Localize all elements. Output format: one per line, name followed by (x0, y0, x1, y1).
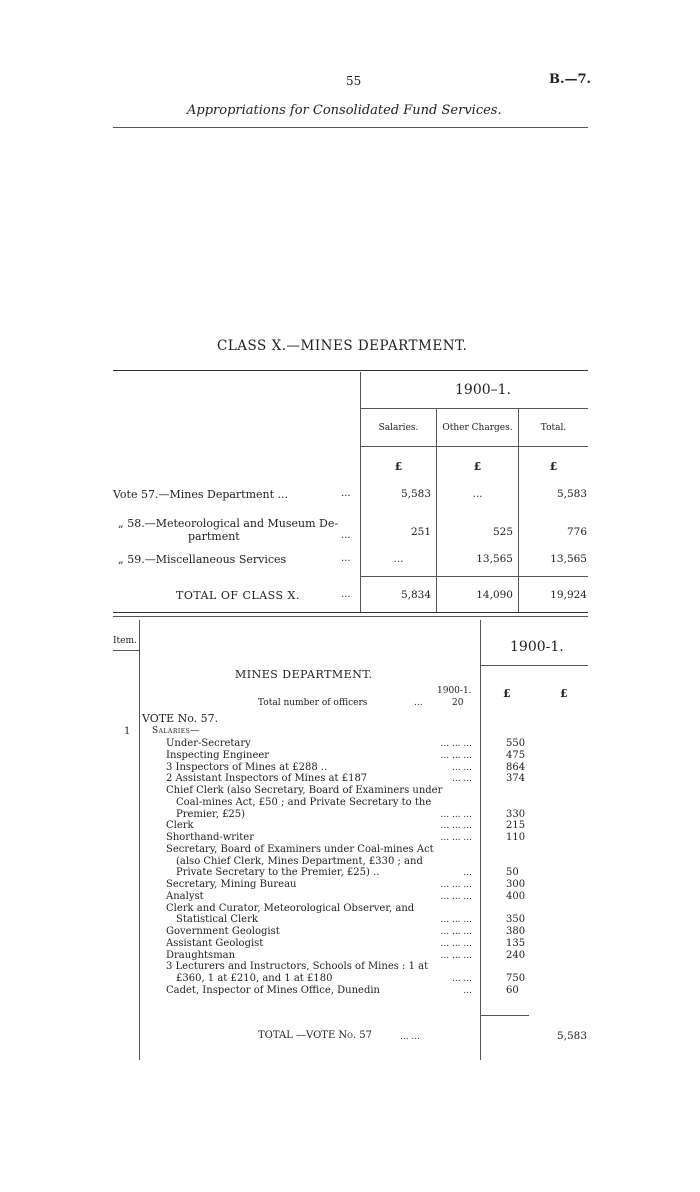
salary-line-text: Chief Clerk (also Secretary, Board of Examiners under (166, 785, 443, 796)
summary-other-value: 13,565 (476, 553, 513, 565)
detail-year: 1900-1. (510, 639, 564, 655)
salary-amount: 550 (506, 738, 526, 749)
summary-total-value: 776 (566, 526, 587, 538)
leader-dots: ... (341, 530, 351, 541)
salary-line-text: Clerk and Curator, Meteorological Observer, and (166, 902, 415, 914)
salary-line-text: Under-Secretary (166, 738, 251, 749)
summary-col-other: Other Charges. (442, 423, 513, 433)
salary-amount: 475 (506, 749, 526, 761)
detail-total-rule (481, 1015, 529, 1016)
leader-dots: ... ... ... (440, 891, 472, 902)
summary-row-label: „ 58.—Meteorological and Museum De- (118, 517, 339, 530)
running-title: Appropriations for Consolidated Fund Services. (187, 103, 502, 118)
summary-col-divider-2 (518, 408, 519, 612)
item-number: 1 (124, 726, 131, 737)
summary-bottom-rule (113, 612, 588, 613)
salary-amount: 300 (506, 879, 526, 890)
officers-year: 1900-1. (437, 686, 472, 696)
salary-amount: 330 (506, 808, 526, 820)
summary-row-label: Vote 57.—Mines Department ... (113, 488, 289, 501)
summary-total-value: 13,565 (550, 553, 587, 565)
salary-line-text: 3 Lecturers and Instructors, Schools of Mines : 1 at (166, 961, 429, 973)
summary-salaries-value: ... (393, 553, 404, 565)
salary-amount: 60 (506, 984, 519, 996)
leader-dots: ... ... ... (440, 809, 472, 820)
salary-amount: 50 (506, 867, 519, 879)
summary-col-divider-1 (436, 408, 437, 612)
salary-line-text: Statistical Clerk (176, 914, 258, 926)
leader-dots: ... (341, 488, 351, 499)
document-reference: B.—7. (549, 72, 592, 87)
detail-total-label: TOTAL —VOTE No. 57 (258, 1030, 372, 1041)
salary-amount: 110 (506, 832, 526, 843)
summary-other-value: 525 (492, 526, 513, 538)
salary-line-text: £360, 1 at £210, and 1 at £180 (176, 973, 333, 984)
leader-dots: ... (463, 985, 472, 996)
officers-label: Total number of officers (258, 698, 368, 708)
summary-other-value: ... (472, 488, 483, 500)
salary-line-text: Private Secretary to the Premier, £25) .. (176, 867, 380, 879)
summary-row-label-cont: partment (188, 530, 240, 543)
salary-amount: 240 (506, 949, 526, 961)
salary-line-text: Shorthand-writer (166, 832, 254, 843)
leader-dots: ... ... ... (440, 821, 472, 832)
summary-year: 1900–1. (455, 382, 511, 398)
leader-dots: ... (341, 553, 351, 564)
officers-count: 20 (452, 698, 464, 708)
salary-amount: 380 (506, 926, 526, 937)
summary-col-salaries: Salaries. (378, 423, 419, 433)
summary-total-salaries: 5,834 (400, 589, 431, 601)
salary-line-text: Government Geologist (166, 926, 280, 937)
leader-dots: ... (414, 698, 423, 708)
leader-dots: ... ... (400, 1032, 421, 1042)
salary-amount: 864 (506, 761, 526, 773)
vote-label: VOTE No. 57. (142, 712, 219, 725)
pound-sign: £ (503, 687, 511, 700)
summary-year-rule (361, 408, 588, 409)
salary-amount: 135 (506, 937, 526, 949)
pound-sign: £ (560, 687, 568, 700)
summary-top-rule (113, 370, 588, 371)
page-number: 55 (346, 74, 362, 88)
leader-dots: ... ... ... (440, 950, 472, 961)
leader-dots: ... ... ... (440, 880, 472, 890)
salary-amount: 374 (506, 773, 526, 785)
salary-line-text: Secretary, Board of Examiners under Coal-mines Act (166, 843, 434, 855)
leader-dots: ... ... ... (440, 915, 472, 926)
pound-sign: £ (394, 460, 403, 473)
salary-line-text: Clerk (166, 820, 194, 832)
salary-line-text: Cadet, Inspector of Mines Office, Dunedin (166, 984, 380, 996)
summary-total-rule (361, 576, 588, 577)
detail-year-rule (481, 665, 588, 666)
dept-title: MINES DEPARTMENT. (235, 668, 373, 681)
salary-line-text: (also Chief Clerk, Mines Department, £330 ; and (176, 855, 423, 867)
salary-line-text: Inspecting Engineer (166, 749, 270, 761)
salary-line-text: Coal-mines Act, £50 ; and Private Secretary to the (176, 796, 432, 808)
item-header: Item. (113, 636, 137, 646)
summary-head-rule (361, 446, 588, 447)
salary-line-text: 2 Assistant Inspectors of Mines at £187 (166, 773, 368, 785)
leader-dots: ... ... (451, 762, 472, 773)
pound-sign: £ (549, 460, 558, 473)
summary-col-total: Total. (540, 423, 567, 433)
leader-dots: ... ... ... (440, 927, 472, 937)
salary-line-text: Secretary, Mining Bureau (166, 879, 297, 890)
salary-line-text: 3 Inspectors of Mines at £288 .. (166, 761, 328, 773)
summary-row-label: „ 59.—Miscellaneous Services (118, 553, 287, 566)
salary-amount: 400 (506, 890, 526, 902)
summary-bottom-rule-2 (113, 616, 588, 617)
header-rule (113, 127, 588, 128)
leader-dots: ... ... ... (440, 938, 472, 949)
class-title: CLASS X.—MINES DEPARTMENT. (217, 338, 468, 354)
summary-total-label: TOTAL OF CLASS X. (176, 589, 300, 602)
pound-sign: £ (473, 460, 482, 473)
summary-total-value: 5,583 (556, 488, 587, 500)
salary-line-text: Analyst (166, 890, 204, 902)
summary-total-other: 14,090 (476, 589, 513, 601)
amount-column-divider (480, 620, 481, 1060)
salary-line-text: Premier, £25) (176, 808, 246, 820)
summary-salaries-value: 5,583 (400, 488, 431, 500)
salary-amount: 350 (506, 914, 526, 926)
summary-salaries-value: 251 (410, 526, 431, 538)
item-column-divider (139, 620, 140, 1060)
leader-dots: ... ... (451, 774, 472, 785)
item-header-rule (113, 650, 139, 651)
leader-dots: ... ... ... (440, 833, 472, 843)
leader-dots: ... ... ... (440, 750, 472, 761)
leader-dots: ... (463, 868, 472, 879)
detail-total-amount: 5,583 (556, 1030, 587, 1042)
leader-dots: ... ... (451, 974, 472, 984)
salary-amount: 750 (506, 973, 526, 984)
salaries-heading: Salaries— (152, 726, 200, 736)
salary-line-text: Assistant Geologist (166, 937, 264, 949)
summary-total-total: 19,924 (550, 589, 587, 601)
leader-dots: ... (341, 589, 351, 600)
leader-dots: ... ... ... (440, 739, 472, 749)
salary-line-text: Draughtsman (166, 949, 236, 961)
salary-amount: 215 (506, 820, 526, 832)
